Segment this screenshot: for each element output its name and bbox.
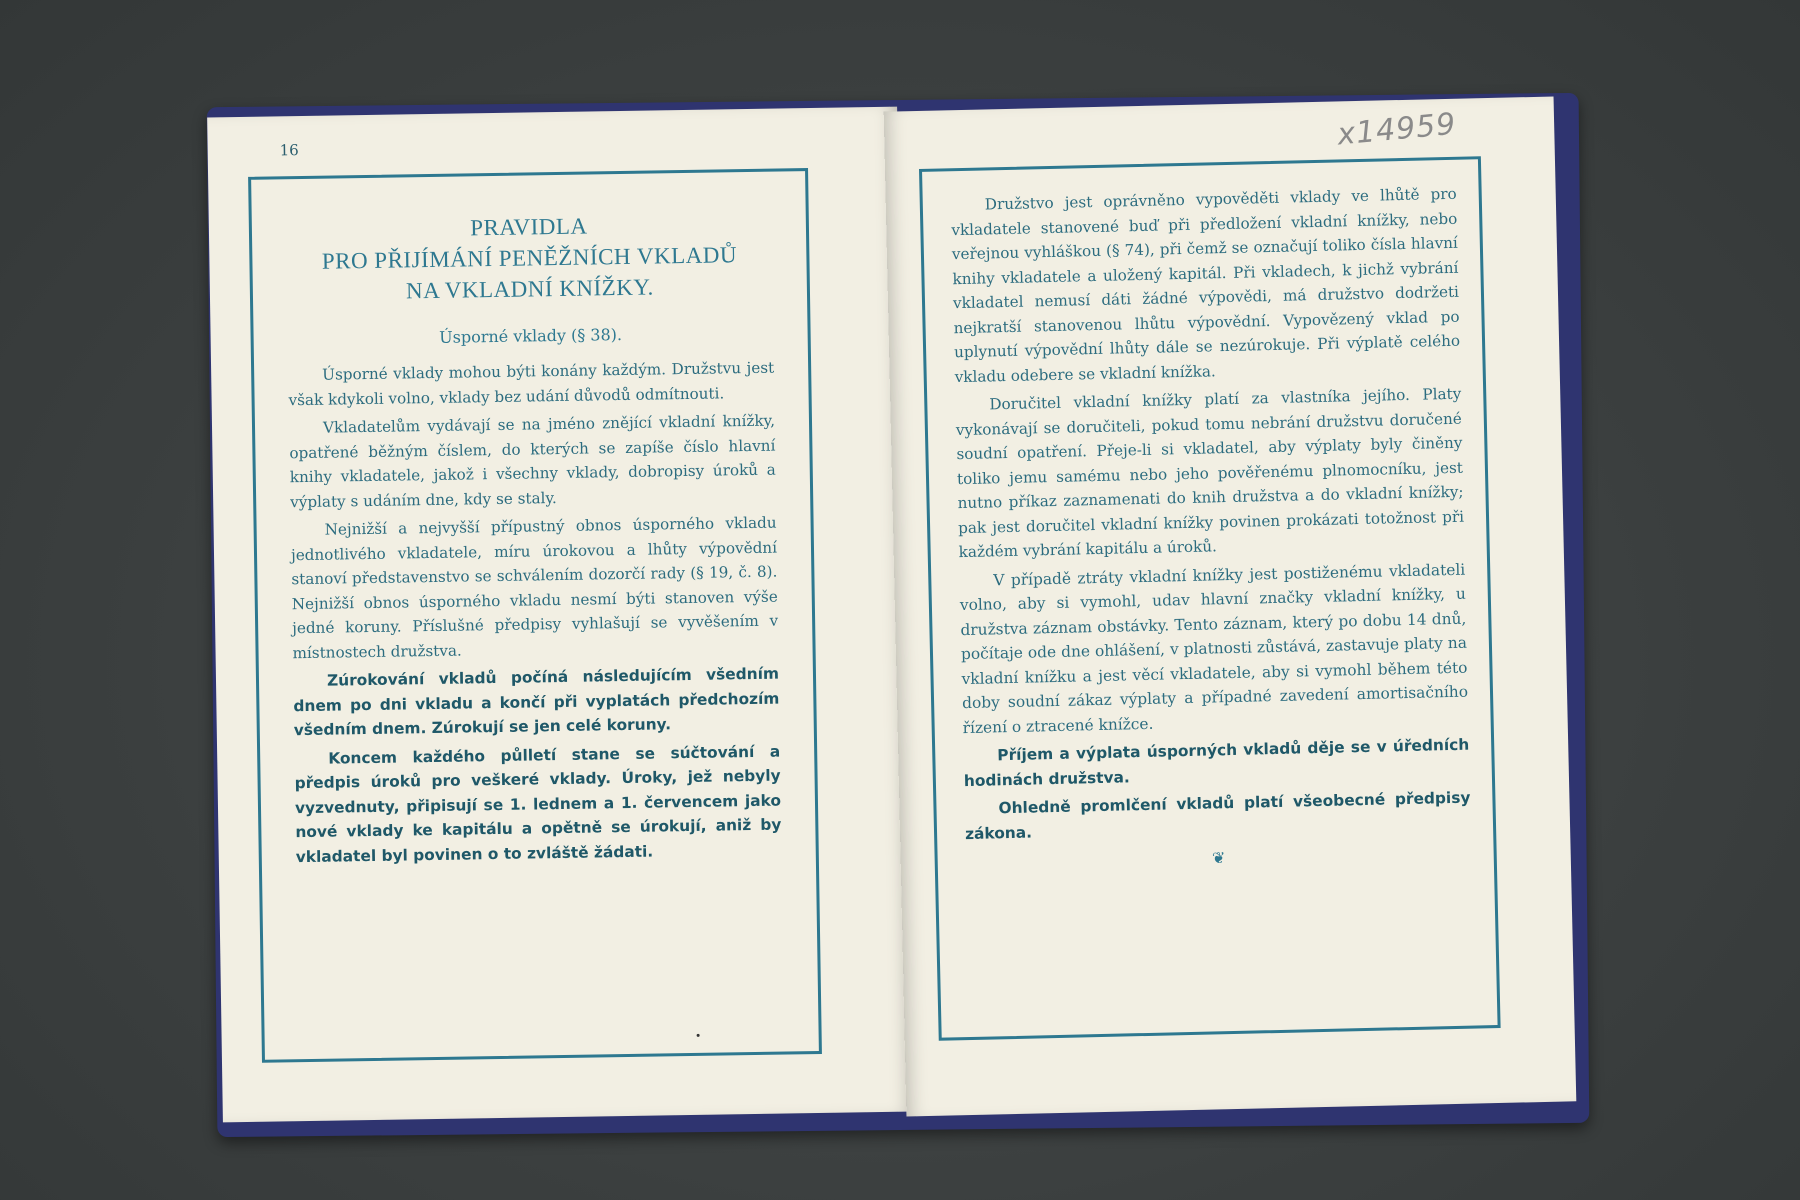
left-page: [207, 107, 913, 1123]
title-line: NA VKLADNÍ KNÍŽKY.: [405, 274, 654, 304]
left-text-frame: [248, 168, 822, 1063]
title-line: PRAVIDLA: [470, 213, 588, 241]
paragraph: V případě ztráty vkladní knížky jest postiženému vkladateli volno, aby si vymohl, udav hlavní značky vkladní knížky, u družstva záznam obstávky. Tento záznam, který po dobu 14 dnů, počítaje ode dne ohlášení, v platnosti zůstává, zastavuje platy na vkladní knížku a jest věcí vkladatele, aby si vymohl během této doby soudní zákaz výplaty a případné zavedení amortisačního řízení o ztracené knížce.: [959, 560, 1469, 737]
paragraph: Vkladatelům vydávají se na jméno znějící vkladní knížky, opatřené běžným číslem, do kterých se zapíše číslo hlavní knihy vkladatele, jakož i všechny vklady, dobropisy úroků a výplaty s udáním dne, kdy se staly.: [289, 411, 776, 511]
document-title: [286, 208, 773, 309]
paragraph: Příjem a výplata úsporných vkladů děje se v úředních hodinách družstva.: [963, 735, 1470, 790]
right-page: [884, 97, 1577, 1117]
ornament-icon: ❦: [1211, 848, 1226, 868]
paragraph: Zúrokování vkladů počíná následujícím všedním dnem po dni vkladu a končí při vyplatách předchozím všedním dnem. Zúrokují se jen celé koruny.: [293, 664, 780, 740]
paragraph: Úsporné vklady mohou býti konány každým. Družstvu jest však kdykoli volno, vklady bez udání důvodů odmítnouti.: [288, 358, 775, 409]
handwritten-inventory-mark: x14959: [1335, 106, 1458, 153]
title-line: PRO PŘIJÍMÁNÍ PENĚŽNÍCH VKLADŮ: [321, 242, 738, 274]
right-text-frame: [919, 156, 1501, 1041]
paper-speck: [697, 1034, 700, 1037]
paragraph: Družstvo jest oprávněno vypověděti vklady ve lhůtě pro vkladatele stanovené buď při předložení vkladní knížky, nebo veřejnou vyhláškou (§ 74), při čemž se označují toliko čísla hlavní knihy vkladatele a uložený kapitál. Při vkladech, k jichž vybrání vkladatel nemusí dáti žádné výpovědi, má družstvo dodržeti nejkratší stanovenou lhůtu výpovědní. Vypovězený vklad po uplynutí výpovědní lhůty dále se nezúrokuje. Při výplatě celého vkladu odebere se vkladní knížka.: [951, 184, 1461, 386]
paragraph: Nejnižší a nejvyšší přípustný obnos úsporného vkladu jednotlivého vkladatele, míru úrokovou a lhůty výpovědní stanoví představenstvo se schválením dozorčí rady (§ 19, č. 8). Nejnižší obnos úsporného vkladu nesmí býti stanoven výše jedné koruny. Příslušné předpisy vyhlašují se vyvěšením v místnostech družstva.: [290, 513, 779, 662]
section-heading: Úsporné vklady (§ 38).: [439, 324, 623, 347]
paragraph: Doručitel vkladní knížky platí za vlastníka jejího. Platy vykonávají se doručiteli, pokud tomu nebrání družstvu doručené soudní opatření. Přeje-li si vkladatel, aby výplaty byly činěny toliko jemu samému nebo jeho pověřenému plnomocníku, jest nutno příkaz zaznamenati do knih družstva a do vkladní knížky; pak jest doručitel vkladní knížky povinen prokázati totožnost při každém vybrání kapitálu a úroků.: [955, 384, 1465, 562]
paragraph: Ohledně promlčení vkladů platí všeobecné předpisy zákona.: [964, 788, 1471, 843]
page-number: 16: [279, 141, 299, 160]
paragraph: Koncem každého půlletí stane se súčtování a předpis úroků pro veškeré vklady. Úroky, jež nebyly vyzvednuty, připisují se 1. lednem a 1. červencem jako nové vklady ke kapitálu a opětně se úrokují, aniž by vkladatel byl povinen o to zvláště žádati.: [294, 742, 782, 866]
